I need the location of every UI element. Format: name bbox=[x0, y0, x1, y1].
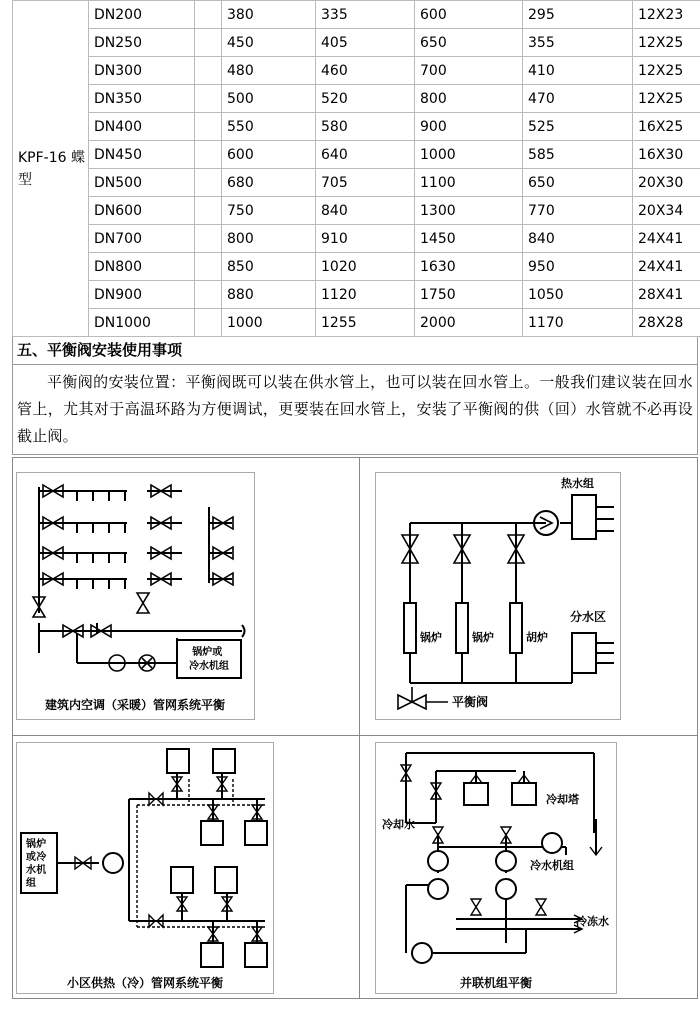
spacer-cell bbox=[195, 225, 222, 253]
figure-grid bbox=[12, 457, 698, 997]
table-cell: 355 bbox=[523, 29, 633, 57]
table-cell: 12X25 bbox=[633, 29, 700, 57]
table-cell: 1170 bbox=[523, 309, 633, 337]
table-cell: 525 bbox=[523, 113, 633, 141]
table-cell: 600 bbox=[222, 141, 316, 169]
district-box-label: 锅炉 或冷 水机 组 bbox=[26, 839, 47, 889]
table-cell: 470 bbox=[523, 85, 633, 113]
spacer-cell bbox=[195, 309, 222, 337]
table-cell: DN800 bbox=[89, 253, 195, 281]
table-cell: DN500 bbox=[89, 169, 195, 197]
table-cell: 640 bbox=[316, 141, 415, 169]
table-cell: 1300 bbox=[415, 197, 523, 225]
figure-cell-building bbox=[12, 457, 361, 737]
table-row bbox=[13, 1, 700, 29]
table-row bbox=[13, 141, 700, 169]
table-cell: 650 bbox=[415, 29, 523, 57]
table-cell: 1450 bbox=[415, 225, 523, 253]
table-row bbox=[13, 85, 700, 113]
table-cell: 335 bbox=[316, 1, 415, 29]
cooling-tower-label: 冷却塔 bbox=[546, 793, 579, 806]
table-cell: 770 bbox=[523, 197, 633, 225]
spacer-cell bbox=[195, 253, 222, 281]
parallel-chiller-diagram bbox=[375, 742, 617, 994]
table-cell: 1050 bbox=[523, 281, 633, 309]
table-cell: DN700 bbox=[89, 225, 195, 253]
table-cell: 1100 bbox=[415, 169, 523, 197]
section-title: 五、平衡阀安装使用事项 bbox=[12, 337, 698, 365]
figure-cell-boiler bbox=[359, 457, 698, 737]
document-page bbox=[12, 0, 698, 455]
table-row bbox=[13, 309, 700, 337]
table-cell: 500 bbox=[222, 85, 316, 113]
figure-cell-district bbox=[12, 735, 361, 999]
table-cell: 1120 bbox=[316, 281, 415, 309]
model-cell: KPF-16 蝶型 bbox=[13, 1, 89, 337]
table-cell: 580 bbox=[316, 113, 415, 141]
balance-valve-legend: 平衡阀 bbox=[452, 695, 489, 709]
table-row bbox=[13, 169, 700, 197]
table-cell: 295 bbox=[523, 1, 633, 29]
table-row bbox=[13, 29, 700, 57]
table-cell: 460 bbox=[316, 57, 415, 85]
table-row bbox=[13, 57, 700, 85]
table-cell: 650 bbox=[523, 169, 633, 197]
table-cell: 1630 bbox=[415, 253, 523, 281]
table-cell: 1020 bbox=[316, 253, 415, 281]
table-cell: 20X30 bbox=[633, 169, 700, 197]
table-cell: 28X41 bbox=[633, 281, 700, 309]
table-cell: 600 bbox=[415, 1, 523, 29]
table-row bbox=[13, 113, 700, 141]
table-row bbox=[13, 281, 700, 309]
table-cell: 12X25 bbox=[633, 85, 700, 113]
table-cell: 680 bbox=[222, 169, 316, 197]
table-cell: DN350 bbox=[89, 85, 195, 113]
hot-water-unit-label: 热水组 bbox=[561, 477, 594, 490]
table-cell: 900 bbox=[415, 113, 523, 141]
table-cell: DN300 bbox=[89, 57, 195, 85]
table-cell: DN400 bbox=[89, 113, 195, 141]
boiler-1-label: 锅炉 bbox=[420, 631, 442, 644]
table-cell: DN1000 bbox=[89, 309, 195, 337]
table-cell: DN250 bbox=[89, 29, 195, 57]
table-cell: 910 bbox=[316, 225, 415, 253]
table-cell: 12X23 bbox=[633, 1, 700, 29]
table-cell: DN900 bbox=[89, 281, 195, 309]
table-cell: 16X30 bbox=[633, 141, 700, 169]
section-paragraph: 平衡阀的安装位置：平衡阀既可以装在供水管上，也可以装在回水管上。一般我们建议装在回水管上，尤其对于高温环路为方便调试，更要装在回水管上，安装了平衡阀的供（回）水管就不必再设截止阀。 bbox=[12, 365, 698, 455]
table-cell: 520 bbox=[316, 85, 415, 113]
table-cell: 405 bbox=[316, 29, 415, 57]
table-cell: DN450 bbox=[89, 141, 195, 169]
table-cell: 880 bbox=[222, 281, 316, 309]
table-cell: 410 bbox=[523, 57, 633, 85]
table-cell: 480 bbox=[222, 57, 316, 85]
table-cell: 705 bbox=[316, 169, 415, 197]
table-cell: DN200 bbox=[89, 1, 195, 29]
district-caption: 小区供热（冷）管网系统平衡 bbox=[66, 976, 224, 990]
table-cell: 1000 bbox=[415, 141, 523, 169]
table-cell: 24X41 bbox=[633, 253, 700, 281]
table-cell: 2000 bbox=[415, 309, 523, 337]
chiller-label: 冷水机组 bbox=[530, 859, 574, 872]
spacer-cell bbox=[195, 141, 222, 169]
district-system-diagram bbox=[16, 742, 274, 994]
boiler-system-diagram bbox=[375, 472, 621, 720]
spacer-cell bbox=[195, 169, 222, 197]
split-zone-label: 分水区 bbox=[570, 610, 607, 624]
building-system-diagram bbox=[16, 472, 255, 720]
table-cell: 950 bbox=[523, 253, 633, 281]
figure-cell-parallel bbox=[359, 735, 698, 999]
spacer-cell bbox=[195, 85, 222, 113]
table-cell: DN600 bbox=[89, 197, 195, 225]
spacer-cell bbox=[195, 197, 222, 225]
spacer-cell bbox=[195, 281, 222, 309]
spacer-cell bbox=[195, 57, 222, 85]
table-cell: 1750 bbox=[415, 281, 523, 309]
table-row bbox=[13, 225, 700, 253]
table-cell: 550 bbox=[222, 113, 316, 141]
boiler-2-label: 锅炉 bbox=[472, 631, 494, 644]
table-cell: 585 bbox=[523, 141, 633, 169]
table-cell: 24X41 bbox=[633, 225, 700, 253]
building-caption: 建筑内空调（采暖）管网系统平衡 bbox=[44, 698, 226, 712]
spacer-cell bbox=[195, 29, 222, 57]
table-cell: 700 bbox=[415, 57, 523, 85]
table-row bbox=[13, 197, 700, 225]
cooling-water-label: 冷却水 bbox=[382, 818, 415, 831]
spacer-cell bbox=[195, 113, 222, 141]
spacer-cell bbox=[195, 1, 222, 29]
table-cell: 1255 bbox=[316, 309, 415, 337]
table-cell: 750 bbox=[222, 197, 316, 225]
table-cell: 12X25 bbox=[633, 57, 700, 85]
table-cell: 380 bbox=[222, 1, 316, 29]
table-cell: 840 bbox=[316, 197, 415, 225]
parallel-caption: 并联机组平衡 bbox=[459, 976, 533, 990]
table-cell: 800 bbox=[222, 225, 316, 253]
boiler-3-label: 胡炉 bbox=[526, 631, 548, 644]
table-cell: 800 bbox=[415, 85, 523, 113]
chilled-water-label: 冷冻水 bbox=[576, 915, 609, 928]
spec-table bbox=[12, 0, 700, 337]
table-cell: 450 bbox=[222, 29, 316, 57]
table-cell: 20X34 bbox=[633, 197, 700, 225]
table-cell: 16X25 bbox=[633, 113, 700, 141]
building-box-label: 锅炉或 冷水机组 bbox=[189, 647, 229, 672]
table-cell: 850 bbox=[222, 253, 316, 281]
table-row bbox=[13, 253, 700, 281]
table-cell: 28X28 bbox=[633, 309, 700, 337]
table-cell: 840 bbox=[523, 225, 633, 253]
table-cell: 1000 bbox=[222, 309, 316, 337]
